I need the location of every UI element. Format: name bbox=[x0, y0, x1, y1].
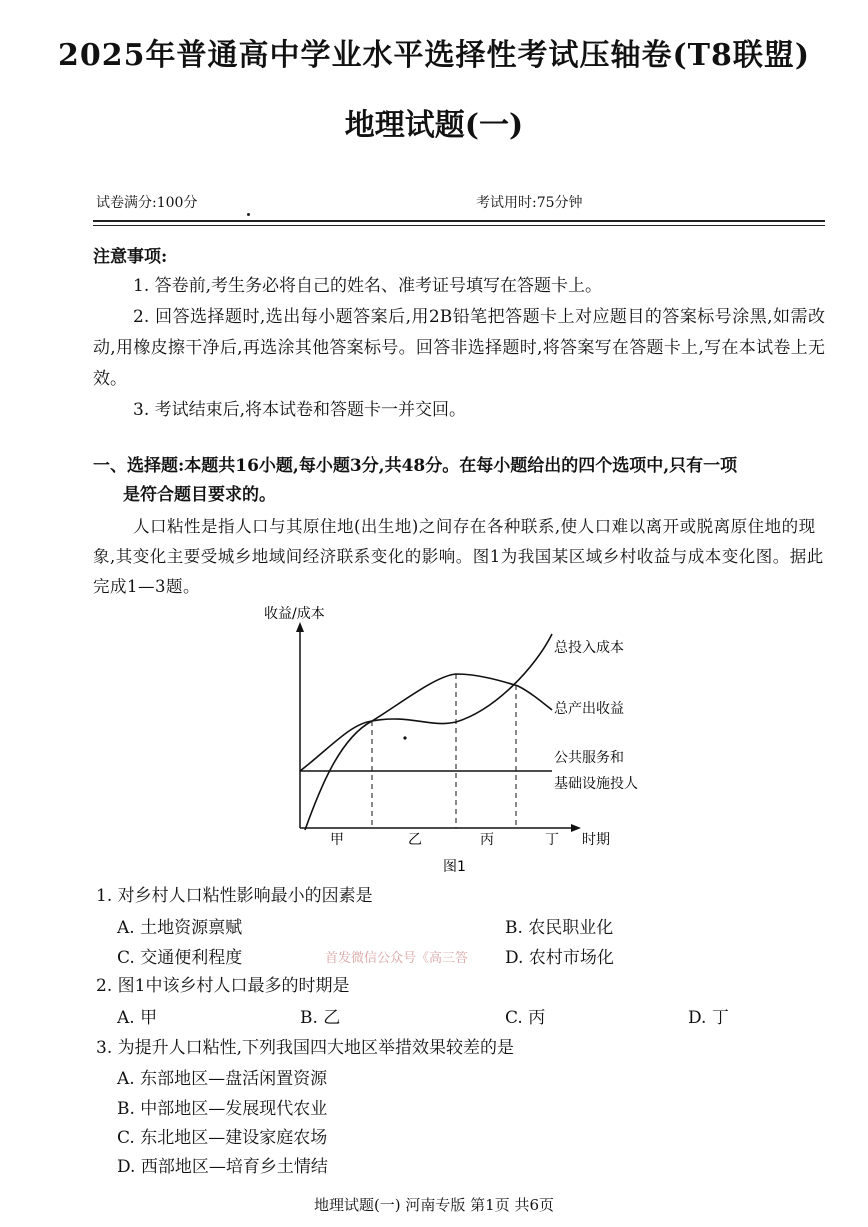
x-axis-label: 时期 bbox=[582, 832, 610, 848]
q2-option-c: C. 丙 bbox=[505, 1008, 546, 1028]
question-2-stem: 2. 图1中该乡村人口最多的时期是 bbox=[96, 976, 350, 996]
exam-subtitle: 地理试题(一) bbox=[344, 108, 524, 143]
x-tick-label: 丙 bbox=[480, 832, 494, 848]
note-item: 2. 回答选择题时,选出每小题答案后,用2B铅笔把答题卡上对应题目的答案标号涂黑,如需改动,用橡皮擦干净后,再选涂其他答案标号。回答非选择题时,将答案写在答题卡上,写在本试卷上无效。 bbox=[93, 307, 825, 389]
x-tick-label: 丁 bbox=[545, 832, 559, 848]
section-line-1: 一、选择题:本题共16小题,每小题3分,共48分。在每小题给出的四个选项中,只有一项 bbox=[93, 456, 738, 476]
q1-option-d: D. 农村市场化 bbox=[505, 948, 614, 968]
q1-option-b: B. 农民职业化 bbox=[505, 918, 614, 938]
question-3-stem: 3. 为提升人口粘性,下列我国四大地区举措效果较差的是 bbox=[96, 1038, 515, 1058]
exam-title: 2025年普通高中学业水平选择性考试压轴卷(T8联盟) bbox=[57, 38, 811, 73]
q3-option-c: C. 东北地区—建设家庭农场 bbox=[117, 1128, 328, 1148]
series-total-cost-line bbox=[300, 634, 552, 771]
x-tick-label: 甲 bbox=[330, 832, 344, 848]
x-axis-arrow bbox=[571, 824, 581, 832]
q2-option-a: A. 甲 bbox=[117, 1008, 158, 1028]
series-label-cost: 总投入成本 bbox=[554, 640, 624, 656]
series-label-revenue: 总产出收益 bbox=[554, 701, 624, 717]
y-axis-arrow bbox=[296, 622, 304, 632]
q2-option-d: D. 丁 bbox=[688, 1008, 729, 1028]
q3-option-b: B. 中部地区—发展现代农业 bbox=[117, 1099, 328, 1119]
figure-caption: 图1 bbox=[443, 859, 466, 875]
note-item: 1. 答卷前,考生务必将自己的姓名、准考证号填写在答题卡上。 bbox=[133, 276, 603, 296]
notes-heading: 注意事项: bbox=[93, 247, 168, 267]
series-label-public-1: 公共服务和 bbox=[554, 750, 624, 766]
q2-option-b: B. 乙 bbox=[300, 1008, 341, 1028]
intro-text: 人口粘性是指人口与其原住地(出生地)之间存在各种联系,使人口难以离开或脱离原住地的现象,其变化主要受城乡地域间经济联系变化的影响。图1为我国某区域乡村收益与成本变化图。据此完成1—3题。 bbox=[93, 517, 824, 596]
notes-list bbox=[93, 271, 825, 426]
note-item: 3. 考试结束后,将本试卷和答题卡一并交回。 bbox=[133, 400, 467, 420]
page-footer: 地理试题(一) 河南专版 第1页 共6页 bbox=[313, 1196, 555, 1214]
question-intro bbox=[93, 512, 825, 602]
section-heading bbox=[93, 452, 825, 510]
series-label-public-2: 基础设施投人 bbox=[554, 776, 638, 792]
header-rule-thin bbox=[93, 225, 825, 226]
question-1-stem: 1. 对乡村人口粘性影响最小的因素是 bbox=[96, 886, 373, 906]
y-axis-label: 收益/成本 bbox=[264, 606, 325, 622]
x-tick-label: 乙 bbox=[408, 832, 422, 848]
figure-1-chart bbox=[250, 598, 650, 880]
q3-option-d: D. 西部地区—培育乡土情结 bbox=[117, 1157, 328, 1177]
full-score: 试卷满分:100分 bbox=[96, 195, 198, 211]
scan-dot bbox=[403, 736, 406, 739]
series-total-revenue-line bbox=[305, 674, 552, 830]
q1-option-c: C. 交通便利程度 bbox=[117, 948, 243, 968]
watermark: 首发微信公众号《高三答 bbox=[325, 951, 469, 966]
scan-dot bbox=[247, 213, 250, 216]
header-rule bbox=[93, 220, 825, 222]
section-line-2: 是符合题目要求的。 bbox=[123, 485, 276, 505]
q1-option-a: A. 土地资源禀赋 bbox=[117, 918, 243, 938]
q3-option-a: A. 东部地区—盘活闲置资源 bbox=[117, 1069, 328, 1089]
exam-time: 考试用时:75分钟 bbox=[476, 195, 583, 211]
